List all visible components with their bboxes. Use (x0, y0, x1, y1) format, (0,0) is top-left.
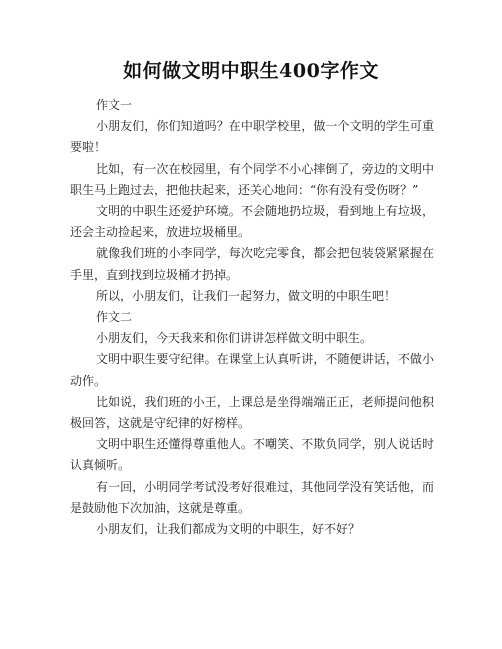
paragraph: 就像我们班的小李同学，每次吃完零食，都会把包装袋紧紧握在手里，直到找到垃圾桶才扔掉。 (70, 246, 434, 282)
paragraph: 比如，有一次在校园里，有个同学不小心摔倒了，旁边的文明中职生马上跑过去，把他扶起来，还关心地问：“你有没有受伤呀？” (70, 161, 434, 197)
paragraph: 文明的中职生还爱护环境。不会随地扔垃圾，看到地上有垃圾，还会主动捡起来，放进垃圾桶里。 (70, 204, 434, 240)
paragraph: 文明中职生要守纪律。在课堂上认真听讲，不随便讲话，不做小动作。 (70, 352, 434, 388)
paragraph: 小朋友们，让我们都成为文明的中职生，好不好？ (96, 522, 361, 537)
paragraph: 小朋友们，今天我来和你们讲讲怎样做文明中职生。 (96, 331, 373, 346)
paragraph: 所以，小朋友们，让我们一起努力，做文明的中职生吧！ (96, 288, 397, 303)
paragraph: 有一回，小明同学考试没考好很难过，其他同学没有笑话他，而是鼓励他下次加油，这就是尊重。 (70, 479, 434, 515)
essay-heading-2: 作文二 (96, 310, 133, 325)
paragraph: 文明中职生还懂得尊重他人。不嘲笑、不欺负同学，别人说话时认真倾听。 (70, 437, 434, 473)
document-body (70, 95, 434, 540)
paragraph: 比如说，我们班的小王，上课总是坐得端端正正，老师提问他积极回答，这就是守纪律的好榜样。 (70, 394, 434, 431)
essay-heading-1: 作文一 (96, 98, 133, 112)
paragraph: 小朋友们，你们知道吗？在中职学校里，做一个文明的学生可重要啦！ (70, 119, 434, 155)
document-title: 如何做文明中职生400字作文 (123, 60, 379, 82)
